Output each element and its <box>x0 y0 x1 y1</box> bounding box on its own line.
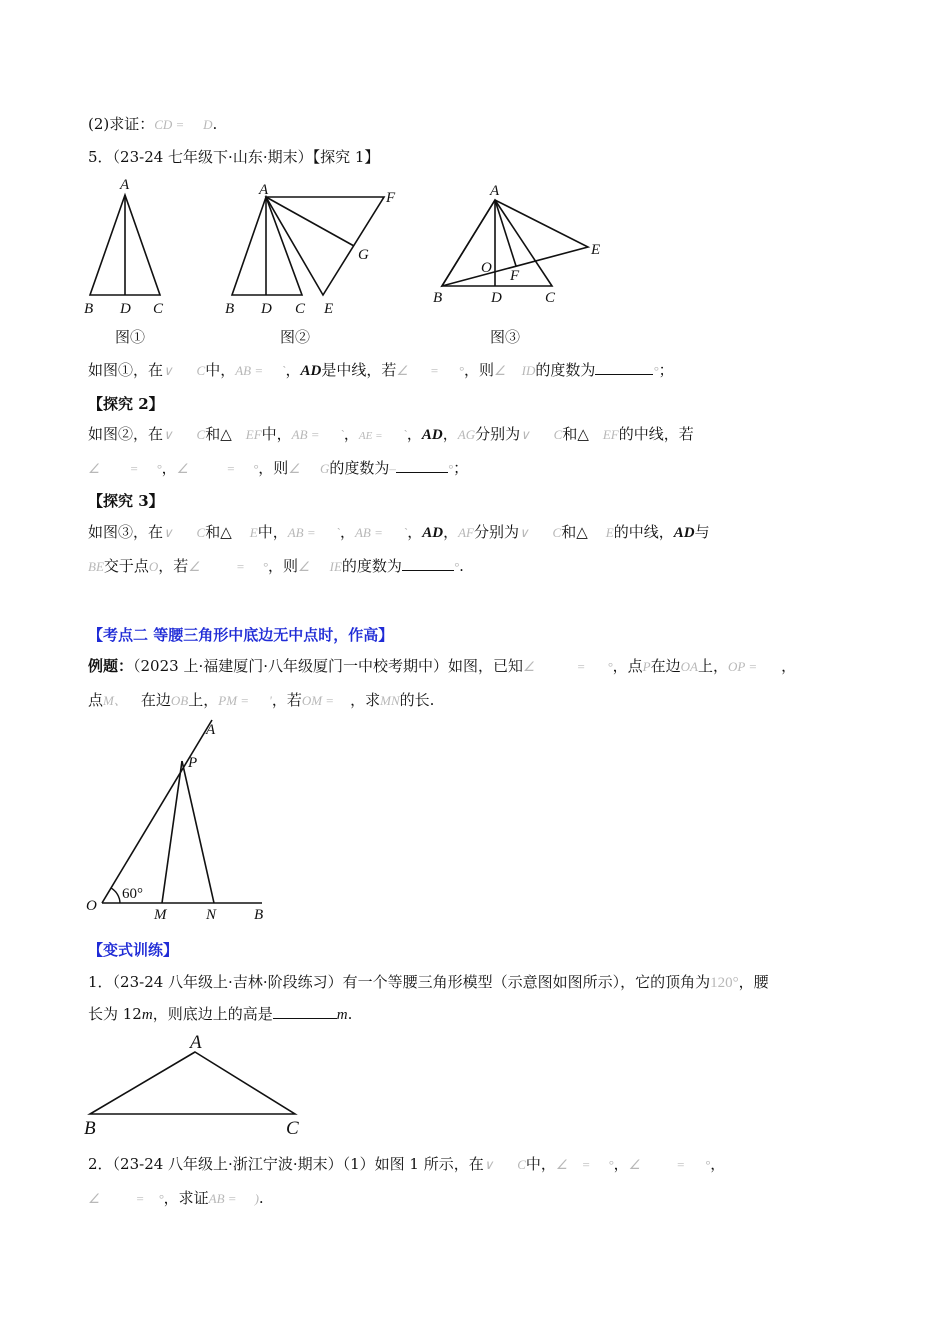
angle-arc <box>111 888 120 903</box>
kp2-example-line2 <box>88 690 434 711</box>
angle-60-label: 60° <box>122 886 143 902</box>
text-run: ° <box>607 659 613 674</box>
text-run: 分别为 <box>475 425 521 443</box>
text-run: ，则底边上的高是 <box>152 1005 273 1023</box>
segment-pn <box>182 761 214 903</box>
text-run: ∠ <box>297 559 310 574</box>
text-run: = <box>676 1157 686 1172</box>
answer-blank-3[interactable] <box>402 570 454 571</box>
text-run: OB <box>170 693 189 708</box>
text-run: 的度数为 <box>535 361 596 379</box>
text-run: 1． <box>88 973 113 991</box>
text-run: ∨ <box>519 525 529 540</box>
text-run: 中， <box>261 425 292 443</box>
text-run: AB = <box>208 1191 237 1206</box>
label-a: A <box>206 722 216 738</box>
label-p: P <box>188 755 198 771</box>
text-run: 分别为 <box>474 523 520 541</box>
text-run: AD <box>673 525 695 541</box>
text-run: ， <box>343 425 359 443</box>
text-run: ，求 <box>350 691 381 709</box>
caption-fig3: 图③ <box>490 328 521 346</box>
text-run: 2． <box>88 1155 113 1173</box>
fig3-label-o: O <box>481 260 492 276</box>
text-run: 【探究 1】 <box>312 148 380 166</box>
fig2-label-a: A <box>259 182 269 198</box>
text-run: ∠ <box>555 1157 568 1172</box>
text-run: （23-24 八年级上·吉林·阶段练习）有一个等腰三角形模型（示意图如图所示），它的顶角为 <box>112 973 711 991</box>
text-run: 的中线， <box>613 523 674 541</box>
text-run: ∠ <box>88 461 100 476</box>
text-run: 和△ <box>205 425 232 443</box>
q4-part2 <box>88 114 217 135</box>
text-run: OM = <box>301 693 335 708</box>
text-run: 的度数为 <box>329 459 390 477</box>
text-run: ∠ <box>176 461 189 476</box>
q5-explore2-text <box>88 424 694 446</box>
label-m: M <box>154 907 167 923</box>
text-run: C <box>553 427 563 442</box>
text-run: ° <box>705 1157 711 1172</box>
text-run: C <box>196 363 206 378</box>
text-run: 与 <box>694 523 710 541</box>
variant-q2-line1 <box>88 1154 725 1175</box>
text-run: 是中线，若 <box>321 361 397 379</box>
text-run: ° <box>158 1191 164 1206</box>
text-run: M <box>103 693 114 708</box>
q5-explore3-text <box>88 522 710 543</box>
fig3-label-c: C <box>545 290 556 306</box>
figure-3 <box>430 180 610 320</box>
q5-explore2-tag: 【探究 2】 <box>88 395 164 413</box>
text-run: E <box>605 525 614 540</box>
text-run: ，则 <box>463 361 494 379</box>
text-run: 上， <box>697 657 728 675</box>
text-run: ° <box>458 363 464 378</box>
text-run: = <box>576 659 586 674</box>
fig1-label-a: A <box>120 177 130 193</box>
text-run: IE <box>329 559 342 574</box>
text-run: = <box>135 1191 145 1206</box>
caption-fig2: 图② <box>280 328 311 346</box>
fig3-label-d: D <box>491 290 502 306</box>
text-run: ， <box>285 361 301 379</box>
text-run: 中， <box>205 361 236 379</box>
text-run: ° <box>447 461 454 476</box>
text-run: ° <box>253 461 259 476</box>
text-run: ∠ <box>88 1191 100 1206</box>
text-run: OA <box>680 659 698 674</box>
text-run: (2)求证： <box>88 115 155 133</box>
text-run: ， <box>781 657 797 675</box>
variant-q1-line1 <box>88 972 769 993</box>
text-run: ∠ <box>523 659 535 674</box>
fig2-label-g: G <box>358 247 369 263</box>
text-run: 在边 <box>650 657 681 675</box>
text-run: . <box>459 557 464 575</box>
q5-explore3-cond <box>88 556 464 577</box>
fig2-label-b: B <box>225 301 235 317</box>
text-run: – <box>389 461 396 476</box>
text-run: ∨ <box>483 1157 494 1172</box>
text-run: ` <box>281 363 286 378</box>
text-run: G <box>319 461 330 476</box>
text-run: ，则 <box>258 459 289 477</box>
q5-explore2-cond <box>88 458 468 479</box>
text-run: 如图①，在 <box>88 361 164 379</box>
text-run: ` <box>402 525 408 540</box>
answer-blank-4[interactable] <box>273 1018 337 1019</box>
text-run: P <box>642 659 651 674</box>
text-run: ∠ <box>494 363 506 378</box>
fig3-label-a: A <box>490 183 500 199</box>
text-run: ，若 <box>158 557 189 575</box>
text-run: ° <box>653 363 659 378</box>
text-run: 的度数为 <box>341 557 402 575</box>
text-run: 120° <box>710 975 739 991</box>
text-run: ， <box>339 523 355 541</box>
label-b: B <box>254 907 264 923</box>
text-run: . <box>347 1005 353 1023</box>
text-run: ∠ <box>188 559 200 574</box>
text-run: AD <box>422 525 444 541</box>
text-run: EF <box>602 427 619 442</box>
text-run: 和△ <box>205 523 232 541</box>
figure-1 <box>80 175 180 320</box>
text-run: ， <box>442 425 458 443</box>
text-run: 例题： <box>88 657 134 675</box>
text-run: ∠ <box>396 363 408 378</box>
text-run: 点 <box>88 691 104 709</box>
text-run: ， <box>443 523 459 541</box>
text-run: m <box>141 1007 153 1023</box>
text-run: 如图③，在 <box>88 523 164 541</box>
text-run: ' <box>269 693 272 708</box>
q5-explore1-text <box>88 360 674 381</box>
text-run: ，若 <box>271 691 302 709</box>
kp2-title: 【考点二 等腰三角形中底边无中点时，作高】 <box>88 626 394 644</box>
text-run: . <box>258 1189 264 1207</box>
fig3-label-e: E <box>591 242 601 258</box>
text-run: ° <box>262 559 268 574</box>
text-run: CD = <box>154 117 185 132</box>
fig3-triangle-abc <box>442 200 552 286</box>
text-run: = <box>581 1157 591 1172</box>
text-run: E <box>249 525 258 540</box>
text-run: ，腰 <box>738 973 769 991</box>
text-run: C <box>552 525 562 540</box>
text-run: 如图②，在 <box>88 425 164 443</box>
fig2-label-e: E <box>324 301 334 317</box>
text-run: ` <box>402 427 407 442</box>
text-run: AD <box>421 427 443 443</box>
fig3-label-f: F <box>510 268 520 284</box>
label-o: O <box>86 898 97 914</box>
text-run: ∠ <box>288 461 300 476</box>
text-run: = <box>226 461 236 476</box>
text-run: C <box>196 427 206 442</box>
text-run: AF <box>458 525 474 540</box>
text-run: （2023 上·福建厦门·八年级厦门一中校考期中）如图，已知 <box>133 657 523 675</box>
text-run: ∨ <box>163 427 173 442</box>
text-run: ， <box>710 1155 726 1173</box>
text-run: AE = <box>358 430 383 442</box>
label-b: B <box>84 1118 96 1139</box>
isosceles-triangle <box>90 1052 295 1114</box>
text-run: AG <box>457 427 476 442</box>
fig1-label-b: B <box>84 301 94 317</box>
text-run: ° <box>156 461 162 476</box>
text-run: AB = <box>354 525 383 540</box>
text-run: PM = <box>218 693 250 708</box>
text-run: EF <box>245 427 262 442</box>
text-run: ° <box>453 559 460 574</box>
text-run: MN <box>380 693 400 708</box>
text-run: ` <box>339 427 344 442</box>
text-run: 上， <box>188 691 219 709</box>
fig2-median-ag <box>266 197 354 246</box>
text-run: C <box>517 1157 526 1172</box>
text-run: ID <box>521 363 536 378</box>
text-run: O <box>148 559 159 574</box>
fig1-label-c: C <box>153 301 164 317</box>
text-run: ∨ <box>163 525 173 540</box>
text-run: 在边 <box>140 691 171 709</box>
text-run: 和△ <box>562 425 589 443</box>
fig2-label-c: C <box>295 301 306 317</box>
text-run: ； <box>453 459 469 477</box>
example-figure <box>82 720 282 925</box>
fig2-label-f: F <box>386 190 396 206</box>
fig3-label-b: B <box>433 290 443 306</box>
text-run: 5． <box>88 148 113 166</box>
q5-explore3-tag: 【探究 3】 <box>88 492 164 510</box>
text-run: ， <box>407 523 423 541</box>
text-run: （23-24 八年级上·浙江宁波·期末）（1）如图 1 所示，在 <box>112 1155 484 1173</box>
text-run: ； <box>658 361 674 379</box>
text-run: AD <box>300 363 322 379</box>
text-run: = <box>430 363 439 378</box>
variant-q1-line2 <box>88 1004 352 1025</box>
text-run: 中， <box>257 523 288 541</box>
figure-2 <box>220 180 400 320</box>
text-run: ， <box>613 1155 629 1173</box>
text-run: 和△ <box>561 523 588 541</box>
ray-oa <box>102 720 212 903</box>
variant-q2-line2 <box>88 1188 264 1209</box>
text-run: ， <box>406 425 422 443</box>
label-a: A <box>190 1032 202 1053</box>
text-run: BE <box>88 559 104 574</box>
text-run: = <box>235 559 245 574</box>
label-n: N <box>206 907 217 923</box>
text-run: ` <box>335 525 340 540</box>
text-run: = <box>129 461 139 476</box>
text-run: . <box>212 115 218 133</box>
segment-pm <box>162 761 182 903</box>
text-run: OP = <box>727 659 758 674</box>
text-run: AB = <box>235 363 264 378</box>
text-run: 中， <box>525 1155 556 1173</box>
text-run: ° <box>608 1157 614 1172</box>
caption-fig1: 图① <box>115 328 146 346</box>
text-run: ∠ <box>628 1157 641 1172</box>
text-run: 交于点 <box>103 557 149 575</box>
text-run: ，点 <box>612 657 643 675</box>
text-run: 的长. <box>399 691 435 709</box>
text-run: AB = <box>287 525 316 540</box>
text-run: 的中线，若 <box>618 425 694 443</box>
q5-header <box>88 147 379 167</box>
answer-blank-2[interactable] <box>396 472 448 473</box>
text-run: ，求证 <box>163 1189 209 1207</box>
text-run: AB = <box>291 427 320 442</box>
fig1-label-d: D <box>120 301 131 317</box>
text-run: D <box>203 117 213 132</box>
answer-blank-1[interactable] <box>595 374 653 375</box>
text-run: C <box>196 525 206 540</box>
kp2-example-line1 <box>88 656 796 677</box>
text-run: ∨ <box>520 427 530 442</box>
text-run: ， <box>161 459 177 477</box>
text-run: m <box>336 1007 348 1023</box>
variant-figure <box>80 1030 320 1140</box>
text-run: 长为 12 <box>88 1005 142 1023</box>
fig2-label-d: D <box>261 301 272 317</box>
text-run: 、 <box>113 693 127 708</box>
text-run: ，则 <box>267 557 298 575</box>
text-run: （23-24 七年级下·山东·期末） <box>112 148 313 166</box>
text-run: ∨ <box>163 363 173 378</box>
text-run: ) <box>254 1191 259 1206</box>
label-c: C <box>286 1118 299 1139</box>
variant-title: 【变式训练】 <box>88 941 179 959</box>
